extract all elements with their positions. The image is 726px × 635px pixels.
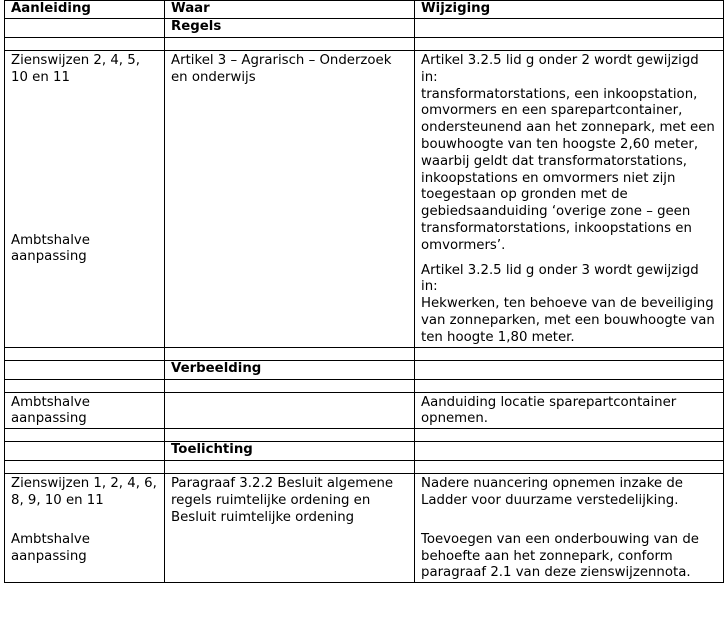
spacer-row <box>5 347 724 360</box>
changes-table <box>4 0 724 583</box>
section-title-verbeelding: Verbeelding <box>165 360 415 379</box>
section-row-verbeelding <box>5 360 724 379</box>
header-waar: Waar <box>165 1 415 19</box>
wijziging-cell: transformatorstations, een inkoopstation, omvormers en een sparepartcontainer, ondersteunend aan het zonnepark, met een bouwhoogte van ten hoogste 2,60 meter, waarbij geldt dat transformatorstations, inkoopstations en omvormers niet zijn toegestaan op gronden met de gebiedsaanduiding ‘overige zone – geen transformatorstations, inkoopstations en omvormers’. <box>421 86 715 253</box>
waar-cell <box>165 392 415 429</box>
section-title-regels: Regels <box>165 19 415 38</box>
wijziging-cell: Toevoegen van een onderbouwing van de behoefte aan het zonnepark, conform paragraaf 2.1 van deze zienswijzennota. <box>421 531 699 581</box>
aanleiding-cell: Ambtshalve aanpassing <box>11 531 90 564</box>
wijziging-intro: Artikel 3.2.5 lid g onder 3 wordt gewijzigd in: <box>421 262 699 295</box>
wijziging-intro: Artikel 3.2.5 lid g onder 2 wordt gewijzigd in: <box>421 53 699 85</box>
spacer-row <box>5 38 724 51</box>
table-row <box>5 474 724 583</box>
table-row <box>5 51 724 348</box>
spacer-row <box>5 461 724 474</box>
section-row-regels <box>5 19 724 38</box>
section-row-toelichting <box>5 442 724 461</box>
waar-cell: Paragraaf 3.2.2 Besluit algemene regels ruimtelijke ordening en Besluit ruimtelijke ordening <box>171 476 394 525</box>
aanleiding-cell: Zienswijzen 1, 2, 4, 6, 8, 9, 10 en 11 <box>11 476 157 508</box>
header-wijziging: Wijziging <box>415 1 724 19</box>
wijziging-cell: Nadere nuancering opnemen inzake de Ladder voor duurzame verstedelijking. <box>421 476 683 508</box>
aanleiding-cell: Ambtshalve aanpassing <box>11 232 90 265</box>
spacer-row <box>5 429 724 442</box>
spacer-row <box>5 379 724 392</box>
wijziging-cell: Hekwerken, ten behoeve van de beveiliging van zonneparken, met een bouwhoogte van ten hoogte 1,80 meter. <box>421 296 715 345</box>
header-aanleiding: Aanleiding <box>5 1 165 19</box>
aanleiding-cell: Zienswijzen 2, 4, 5, 10 en 11 <box>11 53 140 85</box>
aanleiding-cell: Ambtshalve aanpassing <box>5 392 165 429</box>
section-title-toelichting: Toelichting <box>165 442 415 461</box>
wijziging-cell: Aanduiding locatie sparepartcontainer opnemen. <box>415 392 724 429</box>
waar-cell: Artikel 3 – Agrarisch – Onderzoek en onderwijs <box>171 53 392 85</box>
table-row <box>5 392 724 429</box>
header-row <box>5 1 724 19</box>
